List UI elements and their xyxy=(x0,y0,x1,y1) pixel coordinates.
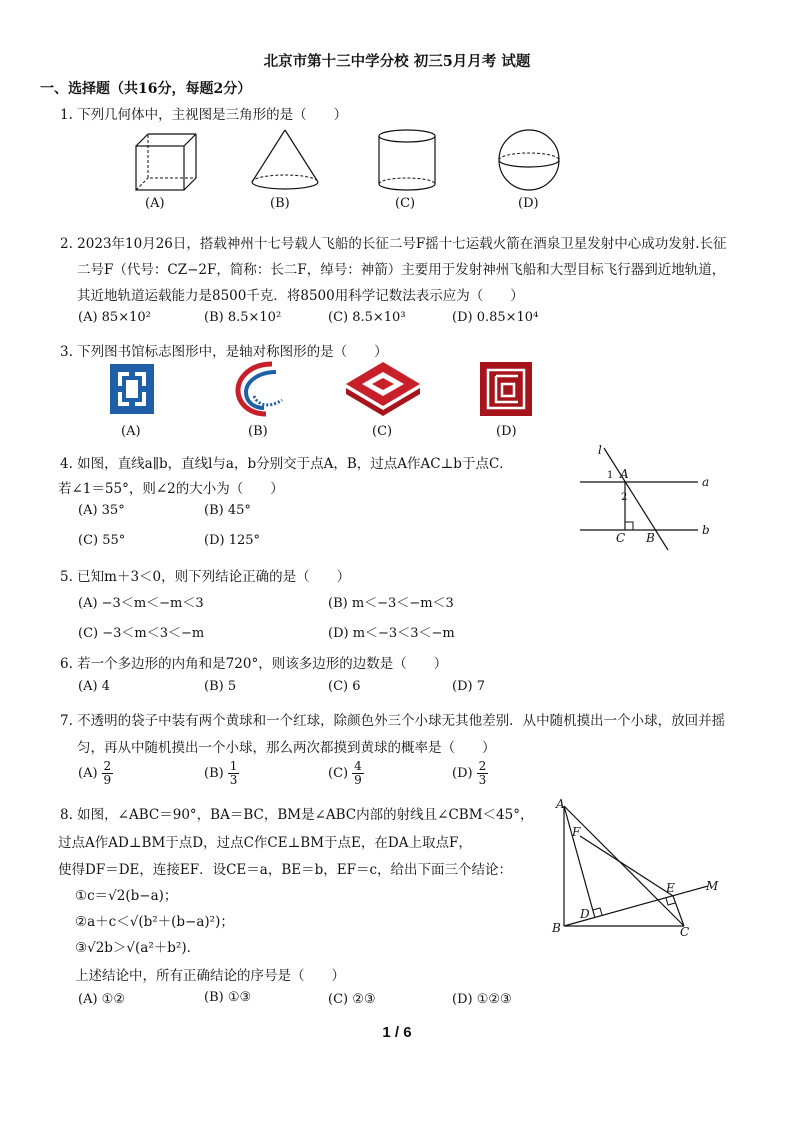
q7-option-c-label: (C) xyxy=(328,766,349,781)
q1-label-d: (D) xyxy=(518,196,539,211)
q8-line1: 8. 如图，∠ABC＝90°，BA＝BC，BM是∠ABC内部的射线且∠CBM＜45°， xyxy=(60,807,534,823)
q3-label-d: (D) xyxy=(496,424,517,439)
q2-option-c: (C) 8.5×10³ xyxy=(328,310,406,325)
q1-cone-figure xyxy=(248,128,322,192)
q7-d-numerator: 2 xyxy=(478,759,487,773)
q8-option-b: (B) ①③ xyxy=(204,990,252,1005)
q6-option-a: (A) 4 xyxy=(78,679,110,694)
q8-label-c: C xyxy=(680,925,690,939)
q4-option-a: (A) 35° xyxy=(78,503,125,518)
q8-line2: 过点A作AD⊥BM于点D，过点C作CE⊥BM于点E，在DA上取点F， xyxy=(58,835,472,851)
q7-option-c-fraction xyxy=(352,760,364,787)
q2-line1: 2. 2023年10月26日，搭载神州十七号载人飞船的长征二号F摇十七运载火箭在酒泉卫星发射中心成功发射.长征 xyxy=(60,236,727,252)
q8-line3: 使得DF＝DE，连接EF．设CE＝a，BE＝b，EF＝c，给出下面三个结论： xyxy=(58,862,513,878)
q8-conclusion-2: ②a＋c＜√(b²＋(b−a)²)； xyxy=(75,914,234,930)
q3-label-c: (C) xyxy=(372,424,393,439)
q5-option-d: (D) m＜−3＜3＜−m xyxy=(328,626,455,641)
q4-option-c: (C) 55° xyxy=(78,533,126,548)
q8-option-c: (C) ②③ xyxy=(328,992,376,1007)
q1-label-a: (A) xyxy=(145,196,165,211)
page-number: 1 / 6 xyxy=(382,1024,412,1041)
q5-option-b: (B) m＜−3＜−m＜3 xyxy=(328,596,454,611)
q2-option-d: (D) 0.85×10⁴ xyxy=(452,310,539,325)
q3-label-b: (B) xyxy=(248,424,268,439)
q6-option-c: (C) 6 xyxy=(328,679,361,694)
q4-label-a-line: a xyxy=(702,475,710,489)
q3-logo-a xyxy=(106,360,158,418)
q7-line2: 匀，再从中随机摸出一个小球，那么两次都摸到黄球的概率是（ ） xyxy=(77,740,496,756)
q7-d-denominator: 3 xyxy=(478,773,487,787)
q8-option-d: (D) ①②③ xyxy=(452,992,512,1007)
q4-label-l: l xyxy=(598,443,602,457)
q4-line1: 4. 如图，直线a∥b，直线l与a，b分别交于点A，B，过点A作AC⊥b于点C． xyxy=(60,456,513,472)
q7-option-b-label: (B) xyxy=(204,766,224,781)
q3-logo-d xyxy=(478,360,534,418)
q5-stem: 5. 已知m＋3＜0，则下列结论正确的是（ ） xyxy=(60,569,351,585)
q6-stem: 6. 若一个多边形的内角和是720°，则该多边形的边数是（ ） xyxy=(60,656,448,672)
q7-b-numerator: 1 xyxy=(229,759,238,773)
q4-angle-1: 1 xyxy=(607,470,614,481)
q7-option-b-fraction xyxy=(228,760,240,787)
q5-option-c: (C) −3＜m＜3＜−m xyxy=(78,626,205,641)
q4-label-point-c: C xyxy=(616,531,626,545)
q7-option-d xyxy=(452,760,488,787)
q3-logo-b xyxy=(232,360,288,418)
q1-sphere-figure xyxy=(497,128,561,192)
q7-option-b xyxy=(204,760,239,787)
q8-option-a: (A) ①② xyxy=(78,992,125,1007)
q4-figure xyxy=(574,440,724,555)
q3-label-a: (A) xyxy=(121,424,141,439)
q6-option-d: (D) 7 xyxy=(452,679,485,694)
q1-label-b: (B) xyxy=(270,196,290,211)
q4-line2: 若∠1＝55°，则∠2的大小为（ ） xyxy=(58,481,284,497)
q4-label-point-a: A xyxy=(620,467,629,481)
q5-option-a: (A) −3＜m＜−m＜3 xyxy=(78,596,204,611)
q7-c-numerator: 4 xyxy=(354,759,362,773)
q7-a-denominator: 9 xyxy=(103,773,112,787)
q2-line3: 其近地轨道运载能力是8500千克．将8500用科学记数法表示应为（ ） xyxy=(77,288,524,304)
q7-option-a-label: (A) xyxy=(78,766,98,781)
section-heading: 一、选择题（共16分，每题2分） xyxy=(40,81,252,97)
q8-figure xyxy=(548,796,728,938)
q7-option-a xyxy=(78,760,113,787)
q7-c-denominator: 9 xyxy=(354,773,362,787)
q8-conclusion-3: ③√2b＞√(a²＋b²)． xyxy=(75,940,201,956)
q7-line1: 7. 不透明的袋子中装有两个黄球和一个红球，除颜色外三个小球无其他差别．从中随机摸出一个小球，放回并摇 xyxy=(60,713,726,729)
q7-option-d-fraction xyxy=(477,760,489,787)
q7-option-d-label: (D) xyxy=(452,766,473,781)
q4-label-point-b: B xyxy=(646,531,655,545)
q7-a-numerator: 2 xyxy=(103,759,112,773)
q3-stem: 3. 下列图书馆标志图形中，是轴对称图形的是（ ） xyxy=(60,344,388,360)
q1-cube-figure xyxy=(128,132,198,194)
q8-label-a: A xyxy=(556,797,565,811)
q4-angle-2: 2 xyxy=(621,492,628,503)
q2-option-a: (A) 85×10² xyxy=(78,310,151,325)
q6-option-b: (B) 5 xyxy=(204,679,237,694)
q2-option-b: (B) 8.5×10² xyxy=(204,310,282,325)
q1-cylinder-figure xyxy=(376,128,438,194)
q4-label-b-line: b xyxy=(702,523,710,537)
q8-label-e: E xyxy=(666,881,675,895)
q8-label-b: B xyxy=(552,921,561,935)
q8-label-f: F xyxy=(572,825,581,839)
q8-ask: 上述结论中，所有正确结论的序号是（ ） xyxy=(75,968,345,984)
q8-label-d: D xyxy=(580,907,590,921)
q7-option-a-fraction xyxy=(102,760,114,787)
q8-conclusion-1: ①c＝√2(b−a)； xyxy=(75,888,178,904)
q2-line2: 二号F（代号：CZ−2F，简称：长二F，绰号：神箭）主要用于发射神州飞船和大型目标飞行器到近地轨道， xyxy=(77,262,726,278)
q7-b-denominator: 3 xyxy=(229,773,238,787)
q1-label-c: (C) xyxy=(395,196,416,211)
q8-label-m: M xyxy=(706,879,719,893)
q1-stem: 1. 下列几何体中，主视图是三角形的是（ ） xyxy=(60,107,348,123)
q4-option-b: (B) 45° xyxy=(204,503,251,518)
page-title: 北京市第十三中学分校 初三5月月考 试题 xyxy=(263,53,531,70)
q4-option-d: (D) 125° xyxy=(204,533,261,548)
q7-option-c xyxy=(328,760,364,787)
q3-logo-c xyxy=(344,360,422,418)
